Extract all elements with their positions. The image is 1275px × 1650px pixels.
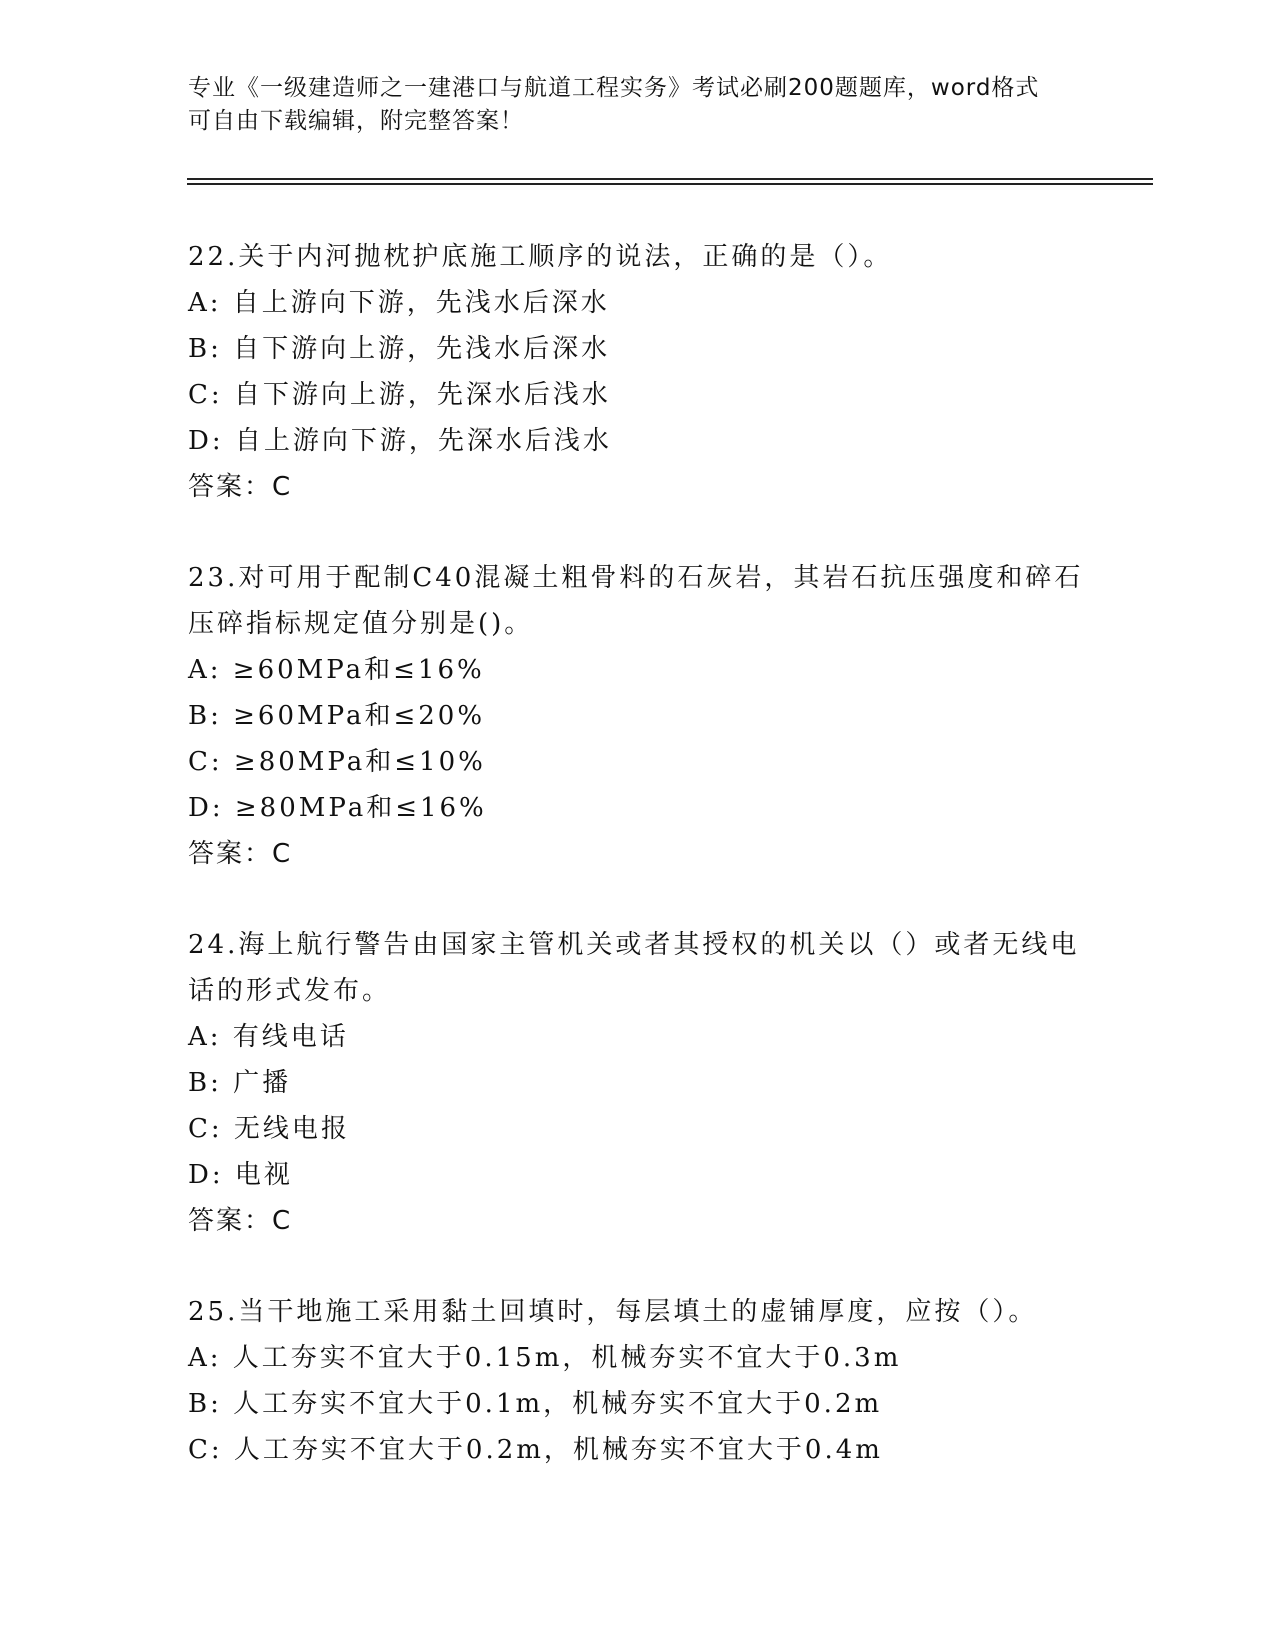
option-c: C: 无线电报: [188, 1114, 350, 1144]
option-a: A: 人工夯实不宜大于0.15m，机械夯实不宜大于0.3m: [188, 1343, 902, 1373]
question-stem: 24.海上航行警告由国家主管机关或者其授权的机关以（）或者无线电: [188, 930, 1080, 960]
option-a: A: 有线电话: [188, 1022, 349, 1052]
question-stem: 23.对可用于配制C40混凝土粗骨料的石灰岩，其岩石抗压强度和碎石: [188, 563, 1084, 593]
header-line-2: 可自由下载编辑，附完整答案！: [188, 108, 524, 134]
question-24: [188, 922, 1088, 1244]
option-b: B: 人工夯实不宜大于0.1m，机械夯实不宜大于0.2m: [188, 1389, 883, 1419]
question-stem: 22.关于内河抛枕护底施工顺序的说法，正确的是（）。: [188, 242, 893, 272]
question-25: [188, 1289, 1088, 1473]
option-a: A: ≥60MPa和≤16%: [188, 655, 485, 685]
question-22: [188, 234, 1088, 510]
header-line-1: 专业《一级建造师之一建港口与航道工程实务》考试必刷200题题库，word格式: [188, 75, 1040, 101]
answer-line: 答案：C: [188, 1206, 293, 1236]
option-d: D: ≥80MPa和≤16%: [188, 793, 487, 823]
option-d: D: 电视: [188, 1160, 293, 1190]
option-c: C: ≥80MPa和≤10%: [188, 747, 486, 777]
question-23: [188, 555, 1088, 877]
question-stem-continued: 压碎指标规定值分别是()。: [188, 609, 534, 639]
answer-line: 答案：C: [188, 472, 293, 502]
option-b: B: ≥60MPa和≤20%: [188, 701, 486, 731]
option-c: C: 自下游向上游，先深水后浅水: [188, 380, 611, 410]
option-b: B: 广播: [188, 1068, 292, 1098]
option-a: A: 自上游向下游，先浅水后深水: [188, 288, 610, 318]
option-d: D: 自上游向下游，先深水后浅水: [188, 426, 612, 456]
option-b: B: 自下游向上游，先浅水后深水: [188, 334, 611, 364]
option-c: C: 人工夯实不宜大于0.2m，机械夯实不宜大于0.4m: [188, 1435, 883, 1465]
question-list: [188, 234, 1088, 1518]
header-divider-bottom: [187, 183, 1153, 185]
question-stem: 25.当干地施工采用黏土回填时，每层填土的虚铺厚度，应按（）。: [188, 1297, 1038, 1327]
document-header: [188, 72, 1088, 138]
question-stem-continued: 话的形式发布。: [188, 976, 392, 1006]
answer-line: 答案：C: [188, 839, 293, 869]
header-divider-top: [187, 178, 1153, 180]
